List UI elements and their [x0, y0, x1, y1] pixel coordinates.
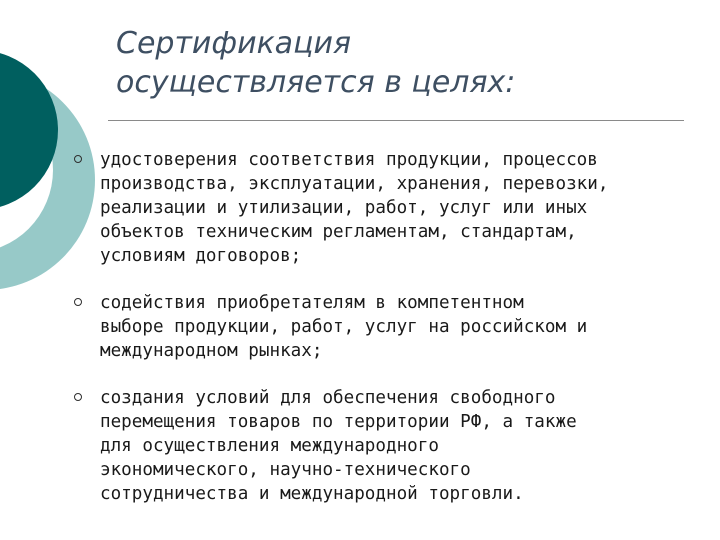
bullet-line: экономического, научно-технического: [100, 460, 471, 480]
bullet-line: выборе продукции, работ, услуг на российском и: [100, 317, 588, 337]
bullet-line: объектов техническим регламентам, стандартам,: [100, 222, 577, 242]
title-line-1: Сертификация: [116, 26, 352, 61]
bullet-line: для осуществления международного: [100, 436, 439, 456]
bullet-item-buyer-assistance: [0, 291, 700, 363]
bullet-line: сотрудничества и международной торговли.: [100, 484, 524, 504]
bullet-list: [0, 148, 720, 506]
hollow-circle-icon: [74, 298, 82, 306]
bullet-line: международном рынках;: [100, 341, 323, 361]
bullet-item-free-movement: [0, 386, 700, 506]
bullet-line: удостоверения соответствия продукции, процессов: [100, 150, 598, 170]
bullet-line: реализации и утилизации, работ, услуг или иных: [100, 198, 588, 218]
bullet-line: условиям договоров;: [100, 246, 302, 266]
slide-title: [116, 24, 696, 102]
bullet-line: содействия приобретателям в компетентном: [100, 293, 524, 313]
title-divider: [108, 120, 684, 121]
bullet-line: производства, эксплуатации, хранения, перевозки,: [100, 174, 609, 194]
bullet-item-certification-conformity: [0, 148, 700, 268]
hollow-circle-icon: [74, 393, 82, 401]
bullet-line: перемещения товаров по территории РФ, а также: [100, 412, 577, 432]
title-line-2: осуществляется в целях:: [116, 65, 516, 100]
hollow-circle-icon: [74, 155, 82, 163]
bullet-line: создания условий для обеспечения свободного: [100, 388, 556, 408]
